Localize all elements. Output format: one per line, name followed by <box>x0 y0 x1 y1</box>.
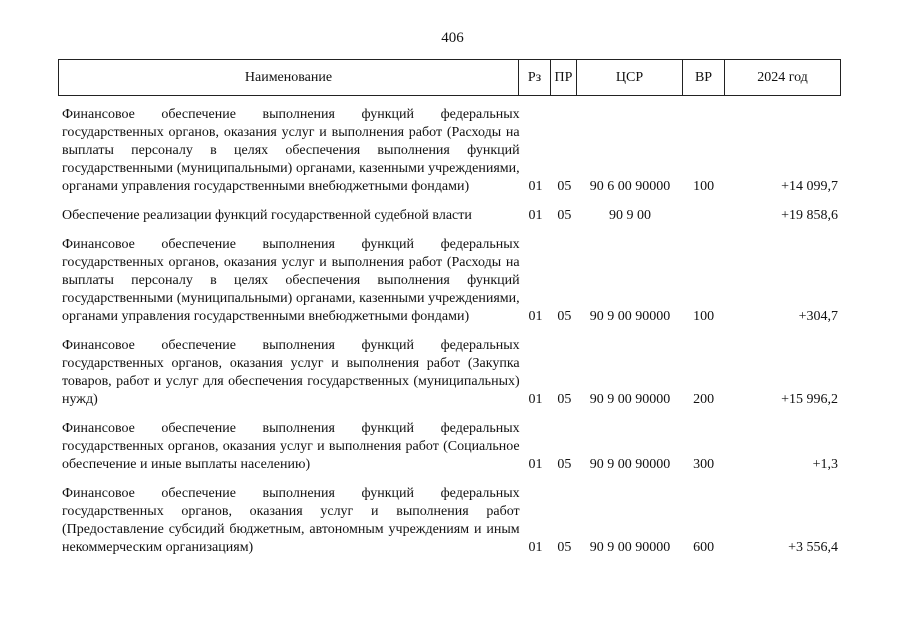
row-rz: 01 <box>528 179 543 194</box>
table-row <box>58 337 840 409</box>
row-rz: 01 <box>528 208 543 223</box>
row-rz: 01 <box>528 392 543 407</box>
row-sum: +19 858,6 <box>781 208 838 223</box>
header-vr: ВР <box>683 60 725 96</box>
row-pr: 05 <box>557 540 572 555</box>
table-row <box>58 106 840 196</box>
header-rz: Рз <box>519 60 551 96</box>
table-row <box>58 485 840 557</box>
page-number: 406 <box>441 30 464 46</box>
row-pr: 05 <box>557 392 572 407</box>
row-rz: 01 <box>528 309 543 324</box>
row-sum: +3 556,4 <box>788 540 838 555</box>
row-csr: 90 6 00 90000 <box>589 179 671 194</box>
row-sum: +15 996,2 <box>781 392 838 407</box>
row-rz: 01 <box>528 540 543 555</box>
row-sum: +1,3 <box>812 457 838 472</box>
row-csr: 90 9 00 90000 <box>589 457 671 472</box>
row-name: Финансовое обеспечение выполнения функций федеральных государственных органов, оказания услуг и выполнения работ (Предоставление субсидий бюджетным, автономным учреждениям и иным некоммерческим организациям) <box>62 486 520 555</box>
header-pr: ПР <box>551 60 577 96</box>
row-pr: 05 <box>557 179 572 194</box>
row-pr: 05 <box>557 309 572 324</box>
row-csr: 90 9 00 90000 <box>589 392 671 407</box>
row-name: Финансовое обеспечение выполнения функций федеральных государственных органов, оказания услуг и выполнения работ (Закупка товаров, работ и услуг для обеспечения государственных (муниципальных) нужд) <box>62 338 520 407</box>
row-name: Финансовое обеспечение выполнения функций федеральных государственных органов, оказания услуг и выполнения работ (Расходы на выплаты персоналу в целях обеспечения выполнения функций государственными (муниципальными) органами, казенными учреждениями, органами управления государственными внебюджетными фондами) <box>62 107 520 194</box>
row-vr: 300 <box>693 457 715 472</box>
row-vr: 200 <box>693 392 715 407</box>
row-csr: 90 9 00 <box>609 208 652 223</box>
row-csr: 90 9 00 90000 <box>589 309 671 324</box>
row-sum: +304,7 <box>798 309 838 324</box>
row-pr: 05 <box>557 208 572 223</box>
header-year: 2024 год <box>725 60 841 96</box>
table-row <box>58 236 840 326</box>
row-sum: +14 099,7 <box>781 179 838 194</box>
table-header <box>58 59 841 96</box>
row-vr: 100 <box>693 179 715 194</box>
row-rz: 01 <box>528 457 543 472</box>
table-body <box>58 106 840 568</box>
row-csr: 90 9 00 90000 <box>589 540 671 555</box>
row-name: Финансовое обеспечение выполнения функций федеральных государственных органов, оказания услуг и выполнения работ (Расходы на выплаты персоналу в целях обеспечения выполнения функций государственными (муниципальными) органами, казенными учреждениями, органами управления государственными внебюджетными фондами) <box>62 237 520 324</box>
row-vr: 100 <box>693 309 715 324</box>
header-csr: ЦСР <box>577 60 683 96</box>
row-pr: 05 <box>557 457 572 472</box>
row-name: Финансовое обеспечение выполнения функций федеральных государственных органов, оказания услуг и выполнения работ (Социальное обеспечение и иные выплаты населению) <box>62 421 520 472</box>
header-name: Наименование <box>59 60 519 96</box>
table-row <box>58 207 840 225</box>
row-vr: 600 <box>693 540 715 555</box>
table-row <box>58 420 840 474</box>
row-name: Обеспечение реализации функций государственной судебной власти <box>62 208 472 223</box>
